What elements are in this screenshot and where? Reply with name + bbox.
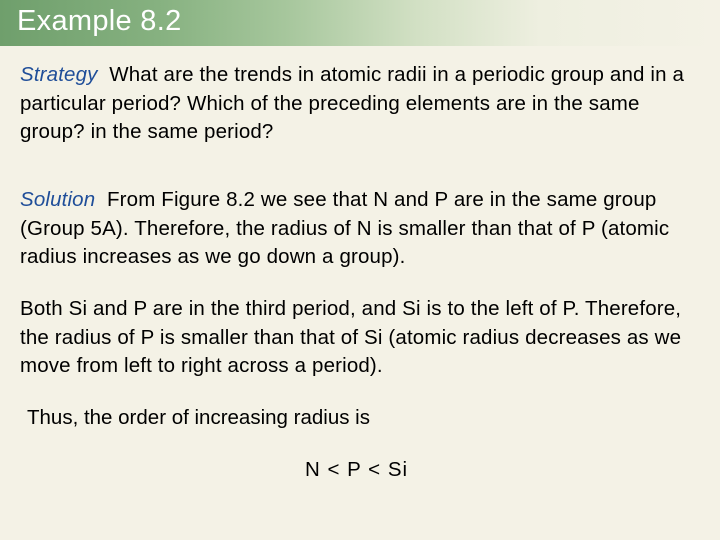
- solution-paragraph: [20, 186, 710, 272]
- strategy-text: What are the trends in atomic radii in a periodic group and in a particular period? Which of the preceding elements are in the same group? in the same period?: [20, 63, 685, 143]
- strategy-paragraph: [20, 61, 710, 147]
- solution-text: From Figure 8.2 we see that N and P are in the same group (Group 5A). Therefore, the radius of N is smaller than that of P (atomic radius increases as we go down a group).: [20, 188, 670, 268]
- solution-label: Solution: [20, 188, 96, 211]
- strategy-label: Strategy: [20, 63, 98, 86]
- radius-order: N < P < Si: [305, 458, 409, 481]
- slide-title: Example 8.2: [17, 5, 182, 37]
- conclusion-intro: Thus, the order of increasing radius is: [27, 406, 370, 429]
- period-paragraph: Both Si and P are in the third period, and Si is to the left of P. Therefore, the radius of P is smaller than that of Si (atomic radius decreases as we move from left to right across a period).: [20, 297, 682, 377]
